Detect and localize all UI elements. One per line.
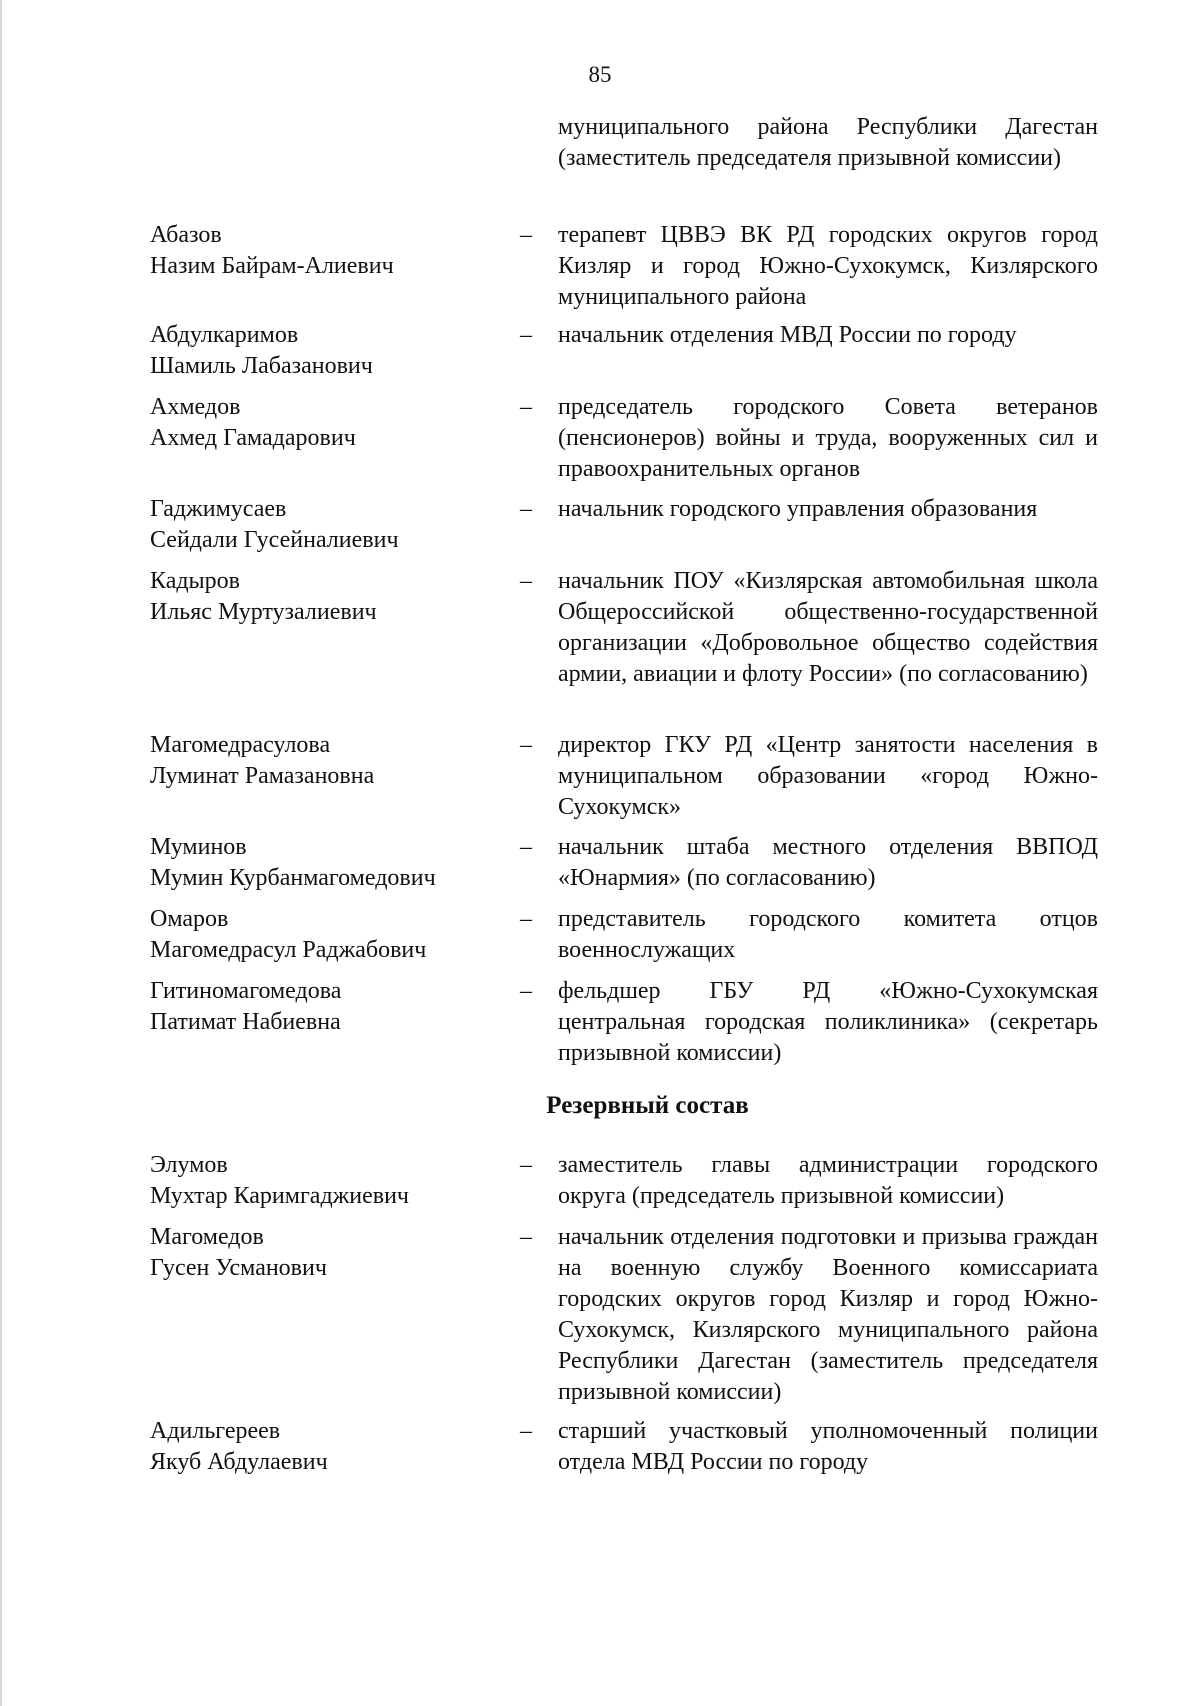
member-name: [150, 1222, 490, 1284]
continuation-text: муниципального района Республики Дагестан (заместитель председателя призывной комиссии): [558, 114, 1098, 171]
dash: –: [520, 1152, 532, 1178]
dash: –: [520, 978, 532, 1004]
member-name: [150, 320, 490, 382]
member-surname: Ахмедов: [150, 394, 241, 420]
member-surname: Элумов: [150, 1152, 228, 1178]
dash: –: [520, 1418, 532, 1444]
member-surname: Абдулкаримов: [150, 322, 299, 348]
member-name: [150, 1150, 490, 1212]
member-surname: Адильгереев: [150, 1418, 281, 1444]
member-duty: представитель городского комитета отцов военнослужащих: [558, 906, 1098, 963]
member-duty: начальник городского управления образования: [558, 496, 1038, 522]
member-given-name: Магомедрасул Раджабович: [150, 937, 427, 963]
dash: –: [520, 1224, 532, 1250]
member-duty: терапевт ЦВВЭ ВК РД городских округов город Кизляр и город Южно-Сухокумск, Кизлярского муниципального района: [558, 222, 1098, 310]
member-given-name: Назим Байрам-Алиевич: [150, 253, 394, 279]
dash: –: [520, 496, 532, 522]
member-duty: директор ГКУ РД «Центр занятости населения в муниципальном образовании «город Южно-Сухокумск»: [558, 732, 1098, 820]
member-given-name: Якуб Абдулаевич: [150, 1449, 328, 1475]
dash: –: [520, 394, 532, 420]
member-given-name: Сейдали Гусейналиевич: [150, 527, 399, 553]
member-surname: Магомедов: [150, 1224, 264, 1250]
member-name: [150, 494, 490, 556]
dash: –: [520, 568, 532, 594]
member-surname: Магомедрасулова: [150, 732, 331, 758]
member-given-name: Шамиль Лабазанович: [150, 353, 373, 379]
member-name: [150, 392, 490, 454]
member-duty: заместитель главы администрации городского округа (председатель призывной комиссии): [558, 1152, 1098, 1209]
member-given-name: Луминат Рамазановна: [150, 763, 375, 789]
member-duty: начальник отделения подготовки и призыва граждан на военную службу Военного комиссариата городских округов город Кизляр и город Южно-Сухокумск, Кизлярского муниципального района Республики Дагестан (заместитель председателя призывной комиссии): [558, 1224, 1098, 1405]
member-duty: фельдшер ГБУ РД «Южно-Сухокумская центральная городская поликлиника» (секретарь призывной комиссии): [558, 978, 1098, 1066]
member-duty: начальник штаба местного отделения ВВПОД «Юнармия» (по согласованию): [558, 834, 1098, 891]
member-given-name: Ахмед Гамадарович: [150, 425, 356, 451]
member-surname: Кадыров: [150, 568, 241, 594]
member-name: [150, 730, 490, 792]
dash: –: [520, 834, 532, 860]
member-duty: начальник ПОУ «Кизлярская автомобильная школа Общероссийской общественно-государственной организации «Добровольное общество содействия армии, авиации и флоту России» (по согласованию): [558, 568, 1098, 687]
page-number: 85: [588, 62, 612, 87]
member-name: [150, 832, 490, 894]
member-given-name: Патимат Набиевна: [150, 1009, 341, 1035]
member-name: [150, 1416, 490, 1478]
member-surname: Гаджимусаев: [150, 496, 287, 522]
member-surname: Абазов: [150, 222, 222, 248]
member-given-name: Гусен Усманович: [150, 1255, 327, 1281]
member-given-name: Мухтар Каримгаджиевич: [150, 1183, 409, 1209]
dash: –: [520, 732, 532, 758]
member-surname: Гитиномагомедова: [150, 978, 342, 1004]
member-name: [150, 220, 490, 282]
member-given-name: Ильяс Муртузалиевич: [150, 599, 377, 625]
member-surname: Муминов: [150, 834, 247, 860]
dash: –: [520, 222, 532, 248]
member-duty: председатель городского Совета ветеранов (пенсионеров) войны и труда, вооруженных сил и правоохранительных органов: [558, 394, 1098, 482]
member-name: [150, 566, 490, 628]
member-duty: старший участковый уполномоченный полиции отдела МВД России по городу: [558, 1418, 1098, 1475]
member-duty: начальник отделения МВД России по городу: [558, 322, 1017, 348]
dash: –: [520, 322, 532, 348]
member-name: [150, 904, 490, 966]
member-surname: Омаров: [150, 906, 229, 932]
member-name: [150, 976, 490, 1038]
member-given-name: Мумин Курбанмагомедович: [150, 865, 436, 891]
reserve-section-title: Резервный состав: [546, 1092, 749, 1119]
page-edge: [0, 0, 2, 1706]
dash: –: [520, 906, 532, 932]
